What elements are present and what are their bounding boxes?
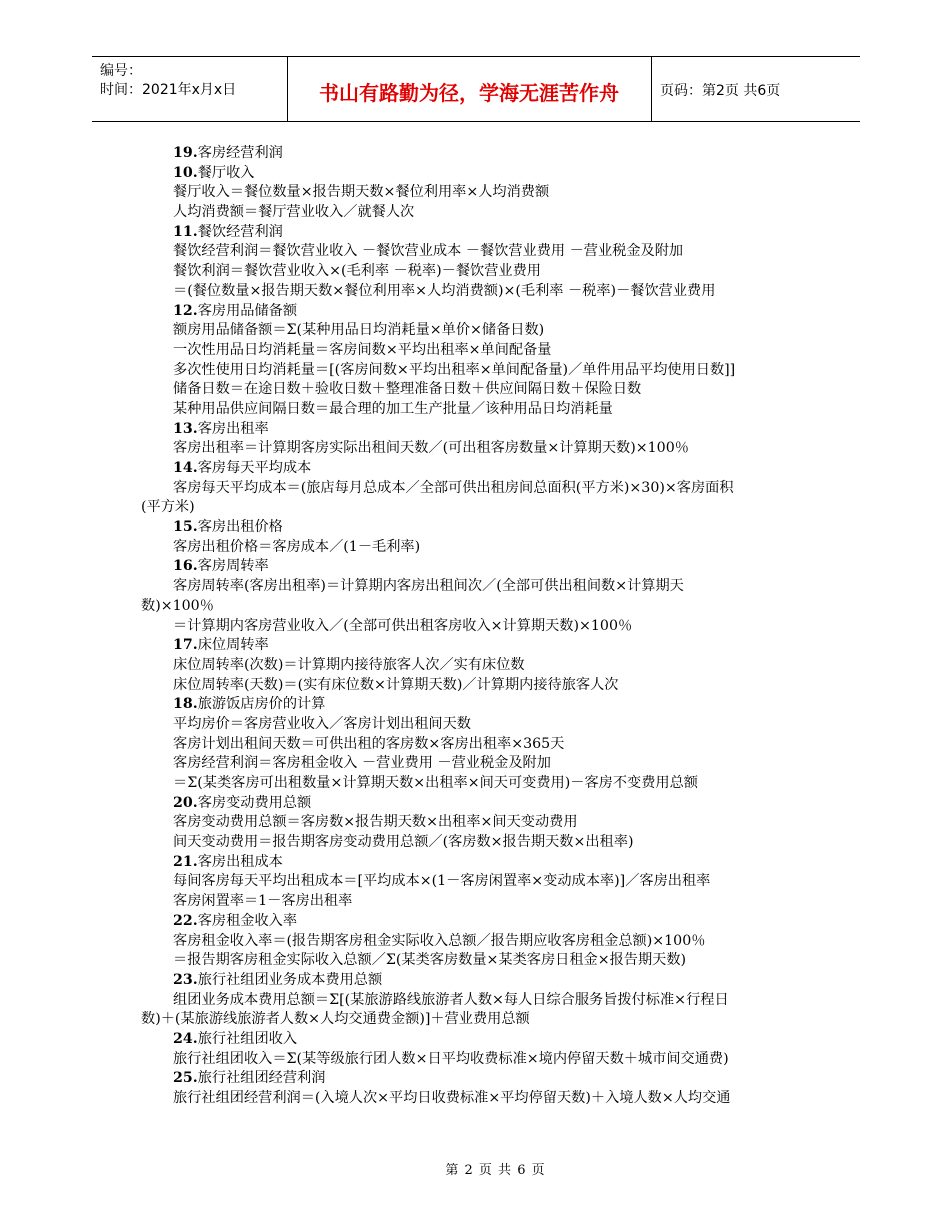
- section-number: 19.: [173, 145, 198, 161]
- line-text: 客房出租率＝计算期客房实际出租间天数／(可出租客房数量×计算期天数)×100％: [173, 440, 689, 457]
- formula-line: [141, 833, 813, 853]
- formula-line: [141, 498, 813, 518]
- line-text: 床位周转率: [197, 637, 269, 654]
- section-number: 11.: [173, 223, 198, 240]
- line-text: 旅行社组团收入: [197, 1030, 298, 1047]
- line-text: 餐饮经营利润＝餐饮营业收入 －餐饮营业成本 －餐饮营业费用 －营业税金及附加: [173, 243, 684, 260]
- section-heading: [141, 1030, 813, 1050]
- section-number: 17.: [173, 637, 198, 654]
- section-number: 25.: [173, 1070, 198, 1087]
- page-footer: 第 2 页 共 6 页: [445, 1163, 545, 1178]
- section-heading: [141, 794, 813, 814]
- line-text: 床位周转率(次数)＝计算期内接待旅客人次／实有床位数: [173, 656, 525, 673]
- formula-line: [141, 439, 813, 459]
- section-heading: [141, 420, 813, 440]
- line-text: 额房用品储备额＝Σ(某种用品日均消耗量×单价×储备日数): [173, 322, 545, 339]
- section-heading: [141, 853, 813, 873]
- formula-line: [141, 479, 813, 499]
- line-text: 客房用品储备额: [197, 302, 298, 319]
- line-text: 餐厅收入＝餐位数量×报告期天数×餐位利用率×人均消费额: [173, 184, 550, 201]
- formula-line: [141, 262, 813, 282]
- formula-line: [141, 242, 813, 262]
- formula-line: [141, 715, 813, 735]
- document-number-label: 编号：: [100, 63, 142, 79]
- header-divider: [651, 57, 652, 121]
- line-text: 客房变动费用总额: [197, 794, 312, 811]
- line-text: 客房周转率(客房出租率)＝计算期内客房出租间次／(全部可供出租间数×计算期天: [173, 578, 684, 595]
- formula-line: [141, 676, 813, 696]
- formula-line: [141, 380, 813, 400]
- formula-line: [141, 1010, 813, 1030]
- line-text: 旅行社组团业务成本费用总额: [197, 971, 383, 988]
- line-text: 客房租金收入率＝(报告期客房租金实际收入总额／报告期应收客房租金总额)×100％: [173, 932, 706, 949]
- line-text: 旅游饭店房价的计算: [197, 696, 326, 713]
- line-text: 客房闲置率＝1－客房出租率: [173, 893, 353, 910]
- section-number: 24.: [173, 1030, 198, 1047]
- section-number: 21.: [173, 853, 198, 870]
- line-text: 一次性用品日均消耗量＝客房间数×平均出租率×单间配备量: [173, 341, 552, 358]
- formula-line: [141, 1089, 813, 1109]
- section-number: 10.: [173, 164, 198, 181]
- section-number: 22.: [173, 912, 198, 929]
- line-text: 旅行社组团收入＝Σ(某等级旅行团人数×日平均收费标准×境内停留天数＋城市间交通费): [173, 1050, 729, 1067]
- header-bottom-rule: [92, 121, 860, 122]
- section-heading: [141, 164, 813, 184]
- line-text: 每间客房每天平均出租成本＝[平均成本×(1－客房闲置率×变动成本率)]／客房出租率: [173, 873, 711, 890]
- line-text: 客房出租价格: [197, 519, 283, 536]
- section-number: 23.: [173, 971, 198, 988]
- formula-line: [141, 400, 813, 420]
- line-text: 平均房价＝客房营业收入／客房计划出租间天数: [173, 715, 471, 732]
- section-heading: [141, 1069, 813, 1089]
- line-text: 数)×100％: [141, 597, 214, 614]
- section-number: 14.: [173, 460, 198, 476]
- formula-line: [141, 1050, 813, 1070]
- line-text: 某种用品供应间隔日数＝最合理的加工生产批量／该种用品日均消耗量: [173, 400, 613, 417]
- line-text: 客房变动费用总额＝客房数×报告期天数×出租率×间天变动费用: [173, 814, 578, 831]
- document-time-label: 时间：2021年x月x日: [100, 82, 237, 98]
- formula-line: [141, 872, 813, 892]
- line-text: 客房经营利润＝客房租金收入 －营业费用 －营业税金及附加: [173, 755, 551, 772]
- line-text: 客房出租成本: [197, 853, 283, 870]
- formula-line: [141, 597, 813, 617]
- line-text: 储备日数＝在途日数＋验收日数＋整理准备日数＋供应间隔日数＋保险日数: [173, 381, 642, 398]
- line-text: 客房周转率: [197, 558, 269, 575]
- formula-line: [141, 813, 813, 833]
- line-text: 客房租金收入率: [197, 912, 298, 929]
- header-top-rule: [92, 56, 860, 57]
- section-number: 18.: [173, 696, 198, 713]
- line-text: 客房每天平均成本＝(旅店每月总成本／全部可供出租房间总面积(平方米)×30)×客房面积: [173, 479, 734, 496]
- formula-line: [141, 361, 813, 381]
- section-number: 12.: [173, 302, 198, 319]
- line-text: 组团业务成本费用总额＝Σ[(某旅游路线旅游者人数×每人日综合服务旨拨付标准×行程日: [173, 991, 729, 1008]
- section-heading: [141, 459, 813, 479]
- header-motto: 书山有路勤为径，学海无涯苦作舟: [319, 81, 619, 105]
- line-text: 多次性使用日均消耗量＝[(客房间数×平均出租率×单间配备量)／单件用品平均使用日数]]: [173, 361, 736, 378]
- line-text: 餐饮经营利润: [197, 223, 283, 240]
- line-text: 旅行社组团经营利润: [197, 1070, 326, 1087]
- section-heading: [141, 636, 813, 656]
- formula-line: [141, 754, 813, 774]
- line-text: 客房经营利润: [197, 145, 283, 161]
- section-number: 16.: [173, 558, 198, 575]
- section-heading: [141, 223, 813, 243]
- line-text: ＝计算期内客房营业收入／(全部可供出租客房收入×计算期天数)×100％: [173, 617, 633, 634]
- formula-line: [141, 892, 813, 912]
- line-text: ＝报告期客房租金实际收入总额／Σ(某类客房数量×某类客房日租金×报告期天数): [173, 952, 687, 969]
- formula-line: [141, 656, 813, 676]
- line-text: 间天变动费用＝报告期客房变动费用总额／(客房数×报告期天数×出租率): [173, 834, 634, 851]
- formula-line: [141, 951, 813, 971]
- section-number: 20.: [173, 794, 198, 811]
- formula-line: [141, 932, 813, 952]
- formula-line: [141, 321, 813, 341]
- formula-line: [141, 991, 813, 1011]
- line-text: 客房出租价格＝客房成本／(1－毛利率): [173, 538, 421, 555]
- section-heading: [141, 518, 813, 538]
- header-page-info: 页码：第2页 共6页: [660, 83, 781, 99]
- formula-line: [141, 538, 813, 558]
- line-text: 床位周转率(天数)＝(实有床位数×计算期天数)／计算期内接待旅客人次: [173, 676, 619, 693]
- section-heading: [141, 144, 813, 164]
- formula-line: [141, 183, 813, 203]
- line-text: 客房计划出租间天数＝可供出租的客房数×客房出租率×365天: [173, 735, 565, 752]
- formula-line: [141, 617, 813, 637]
- section-heading: [141, 557, 813, 577]
- formula-line: [141, 203, 813, 223]
- formula-line: [141, 577, 813, 597]
- line-text: 数)＋(某旅游线旅游者人数×人均交通费金额)]＋营业费用总额: [141, 1011, 530, 1028]
- section-number: 13.: [173, 420, 198, 437]
- line-text: ＝Σ(某类客房可出租数量×计算期天数×出租率×间天可变费用)－客房不变费用总额: [173, 775, 698, 791]
- section-heading: [141, 912, 813, 932]
- line-text: 客房出租率: [197, 420, 269, 437]
- line-text: 人均消费额＝餐厅营业收入／就餐人次: [173, 204, 415, 221]
- formula-line: [141, 282, 813, 302]
- section-heading: [141, 971, 813, 991]
- section-heading: [141, 302, 813, 322]
- formula-line: [141, 735, 813, 755]
- line-text: 旅行社组团经营利润＝(入境人次×平均日收费标准×平均停留天数)＋入境人数×人均交通: [173, 1090, 731, 1106]
- line-text: (平方米): [141, 499, 195, 516]
- line-text: ＝(餐位数量×报告期天数×餐位利用率×人均消费额)×(毛利率 －税率)－餐饮营业费用: [173, 282, 716, 299]
- document-body: [141, 144, 813, 1109]
- line-text: 餐厅收入: [197, 164, 255, 181]
- section-number: 15.: [173, 519, 198, 536]
- formula-line: [141, 774, 813, 794]
- line-text: 客房每天平均成本: [197, 460, 312, 476]
- section-heading: [141, 695, 813, 715]
- line-text: 餐饮利润＝餐饮营业收入×(毛利率 －税率)－餐饮营业费用: [173, 263, 541, 280]
- formula-line: [141, 341, 813, 361]
